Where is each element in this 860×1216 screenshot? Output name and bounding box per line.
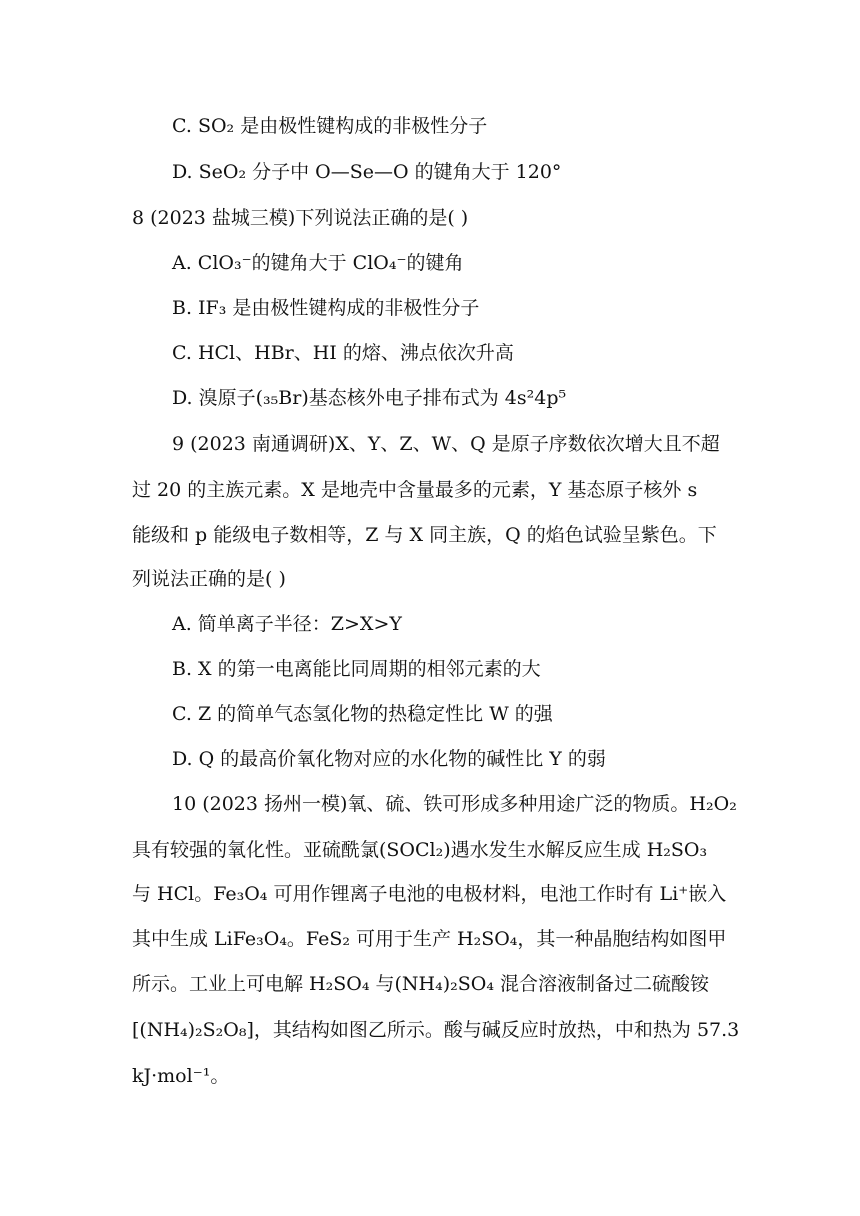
q8-option-d: D. 溴原子(₃₅Br)基态核外电子排布式为 4s²4p⁵ xyxy=(172,387,567,409)
q10-stem-line-3: 与 HCl。Fe₃O₄ 可用作锂离子电池的电极材料，电池工作时有 Li⁺嵌入 xyxy=(132,883,727,905)
q9-option-a: A. 简单离子半径：Z>X>Y xyxy=(172,613,402,635)
q10-stem-line-7: kJ·mol⁻¹。 xyxy=(132,1065,230,1087)
q9-stem-line-2: 过 20 的主族元素。X 是地壳中含量最多的元素，Y 基态原子核外 s xyxy=(132,479,698,501)
q9-stem-line-3: 能级和 p 能级电子数相等，Z 与 X 同主族，Q 的焰色试验呈紫色。下 xyxy=(132,524,717,546)
q9-option-b: B. X 的第一电离能比同周期的相邻元素的大 xyxy=(172,658,541,680)
q9-option-c: C. Z 的简单气态氢化物的热稳定性比 W 的强 xyxy=(172,703,553,725)
q10-stem-line-6: [(NH₄)₂S₂O₈]，其结构如图乙所示。酸与碱反应时放热，中和热为 57.3 xyxy=(132,1019,740,1041)
q10-stem-line-5: 所示。工业上可电解 H₂SO₄ 与(NH₄)₂SO₄ 混合溶液制备过二硫酸铵 xyxy=(132,973,709,995)
q9-stem-line-1: 9 (2023 南通调研)X、Y、Z、W、Q 是原子序数依次增大且不超 xyxy=(172,433,720,455)
q10-stem-line-4: 其中生成 LiFe₃O₄。FeS₂ 可用于生产 H₂SO₄，其一种晶胞结构如图甲 xyxy=(132,928,727,950)
q8-stem: 8 (2023 盐城三模)下列说法正确的是( ) xyxy=(132,207,469,229)
q7-option-d: D. SeO₂ 分子中 O—Se—O 的键角大于 120° xyxy=(172,161,562,183)
q8-option-a: A. ClO₃⁻的键角大于 ClO₄⁻的键角 xyxy=(172,252,464,274)
q9-option-d: D. Q 的最高价氧化物对应的水化物的碱性比 Y 的弱 xyxy=(172,748,606,770)
q10-stem-line-2: 具有较强的氧化性。亚硫酰氯(SOCl₂)遇水发生水解反应生成 H₂SO₃ xyxy=(132,839,708,861)
q7-option-c: C. SO₂ 是由极性键构成的非极性分子 xyxy=(172,115,488,137)
q8-option-c: C. HCl、HBr、HI 的熔、沸点依次升高 xyxy=(172,342,514,364)
q9-stem-line-4: 列说法正确的是( ) xyxy=(132,568,286,590)
q8-option-b: B. IF₃ 是由极性键构成的非极性分子 xyxy=(172,297,480,319)
q10-stem-line-1: 10 (2023 扬州一模)氧、硫、铁可形成多种用途广泛的物质。H₂O₂ xyxy=(172,793,737,815)
